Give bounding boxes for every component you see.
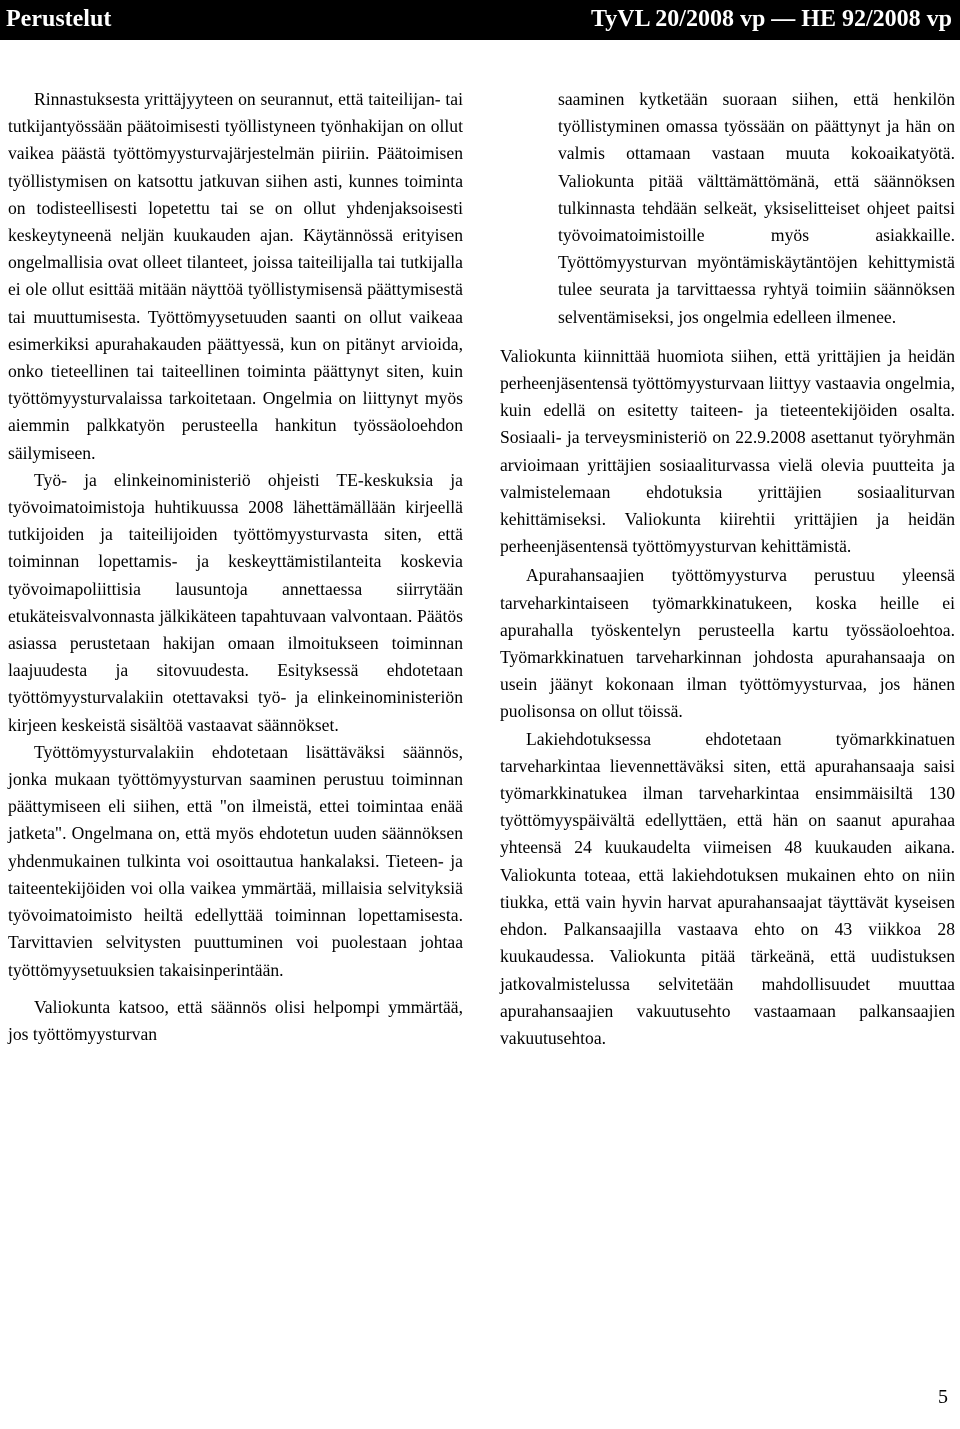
paragraph: Lakiehdotuksessa ehdotetaan työmarkkinatuen tarveharkintaa lievennettäväksi siten, että apurahansaaja saisi työmarkkinatukea ilman tarveharkintaa ensimmäisiltä 130 työttömyyspäivältä edellyttäen, että hän on saanut apurahaa yhteensä 24 kuukaudelta viimeisen 48 kuukauden aikana. Valiokunta toteaa, että lakiehdotuksen mukainen ehto on niin tiukka, että vain hyvin harvat apurahansaajat täyttävät kyseisen ehdon. Palkansaajilla vastaava ehto on 43 viikkoa 28 kuukaudessa. Valiokunta pitää tärkeänä, että uudistuksen jatkovalmistelussa selvitetään mahdollisuudet muuttaa apurahansaajien vakuutusehto vastaamaan palkansaajien vakuutusehtoa. xyxy=(500,728,955,1048)
paragraph: Rinnastuksesta yrittäjyyteen on seurannut, että taiteilijan- tai tutkijantyössään päätoimisesti työllistyneen työnhakijan on ollut vaikea päästä työttömyysturvajärjestelmän piiriin. Päätoimisen työllistymisen on katsottu jatkuvan siihen asti, kunnes toiminta on todisteellisesti lopetettu tai se on ollut yhdenjaksoisesti keskeytyneenä neljän kuukauden ajan. Käytännössä erityisen ongelmallisia ovat olleet tilanteet, joissa taiteilijalla tai tutkijalla ei ole ollut esittää mitään näyttöä työllistymisensä päättymisestä tai muuttumisesta. Työttömyysetuuden saanti on ollut vaikeaa esimerkiksi apurahakauden päättyessä, kun on pitänyt arvioida, onko tieteellinen tai taiteellinen toiminta päättynyt siten, kuin työttömyysturvalaissa tarkoitetaan. Ongelmia on liittynyt myös aiemmin palkkatyön perusteella hankitun työssäoloehdon säilymiseen. xyxy=(8,89,463,463)
paragraph: Apurahansaajien työttömyysturva perustuu yleensä tarveharkintaiseen työmarkkinatukeen, koska heille ei apurahalla työskentelyn perusteella kartu työssäoloehtoa. Työmarkkinatuen tarveharkinnan johdosta apurahansaaja on usein jäänyt kokonaan ilman työttömyysturvaa, jos hänen puolisonsa on ollut töissä. xyxy=(500,565,955,722)
paragraph: Valiokunta katsoo, että säännös olisi helpompi ymmärtää, jos työttömyysturvan xyxy=(8,996,463,1044)
page-number: 5 xyxy=(938,1386,948,1408)
right-column xyxy=(500,86,955,1052)
section-title: Perustelut xyxy=(6,6,112,32)
paragraph: Valiokunta kiinnittää huomiota siihen, että yrittäjien ja heidän perheenjäsentensä työttömyysturvaan liittyy vastaavia ongelmia, kuin edellä on esitetty taiteen- ja tieteentekijöiden osalta. Sosiaali- ja terveysministeriö on 22.9.2008 asettanut työryhmän arvioimaan yrittäjien sosiaaliturvassa vielä olevia puutteita ja valmistelemaan ehdotuksia yrittäjien sosiaaliturvan kehittämiseksi. Valiokunta kiirehtii yrittäjien ja heidän perheenjäsentensä työttömyysturvan kehittämistä. xyxy=(500,345,955,557)
document-id: TyVL 20/2008 vp — HE 92/2008 vp xyxy=(591,6,952,32)
page-header xyxy=(0,0,960,40)
paragraph: Työ- ja elinkeinoministeriö ohjeisti TE-keskuksia ja työvoimatoimistoja huhtikuussa 2008 lähettämällään kirjeellä tutkijoiden ja taiteilijoiden työttömyysturvasta siten, että toiminnan lopettamis- ja keskeyttämistilanteita koskevia työvoimapoliittisia lausuntoja annettaessa siirrytään etukäteisvalvonnasta jälkikäteen tapahtuvaan valvontaan. Päätös asiassa perustetaan hakijan omaan ilmoitukseen toiminnan laajuudesta ja sitovuudesta. Esityksessä ehdotetaan työttömyysturvalakiin otettavaksi työ- ja elinkeinoministeriön kirjeen keskeistä sisältöä vastaavat säännökset. xyxy=(8,469,463,735)
left-column xyxy=(8,86,463,1048)
paragraph: saaminen kytketään suoraan siihen, että henkilön työllistyminen omassa työssään on päättynyt ja hän on valmis ottamaan vastaan muuta kokoaikatyötä. Valiokunta pitää välttämättömänä, että säännöksen tulkinnasta tehdään selkeät, yksiselitteiset ohjeet paitsi työvoimatoimistoille myös asiakkaille. Työttömyysturvan myöntämiskäytäntöjen kehittymistä tulee seurata ja tarvittaessa ryhtyä toimiin säännöksen selventämiseksi, jos ongelmia edelleen ilmenee. xyxy=(558,89,955,327)
paragraph: Työttömyysturvalakiin ehdotetaan lisättäväksi säännös, jonka mukaan työttömyysturvan saaminen perustuu toiminnan päättymiseen eli siihen, että "on ilmeistä, ettei toimintaa enää jatketa". Ongelmana on, että myös ehdotetun uuden säännöksen yhdenmukainen tulkinta voi osoittautua hankalaksi. Tieteen- ja taiteentekijöiden voi olla vaikea ymmärtää, millaisia selvityksiä työvoimatoimisto heiltä edellyttää toiminnan lopettamisesta. Tarvittavien selvitysten puuttuminen voi puolestaan johtaa työttömyysetuuksien takaisinperintään. xyxy=(8,741,463,980)
